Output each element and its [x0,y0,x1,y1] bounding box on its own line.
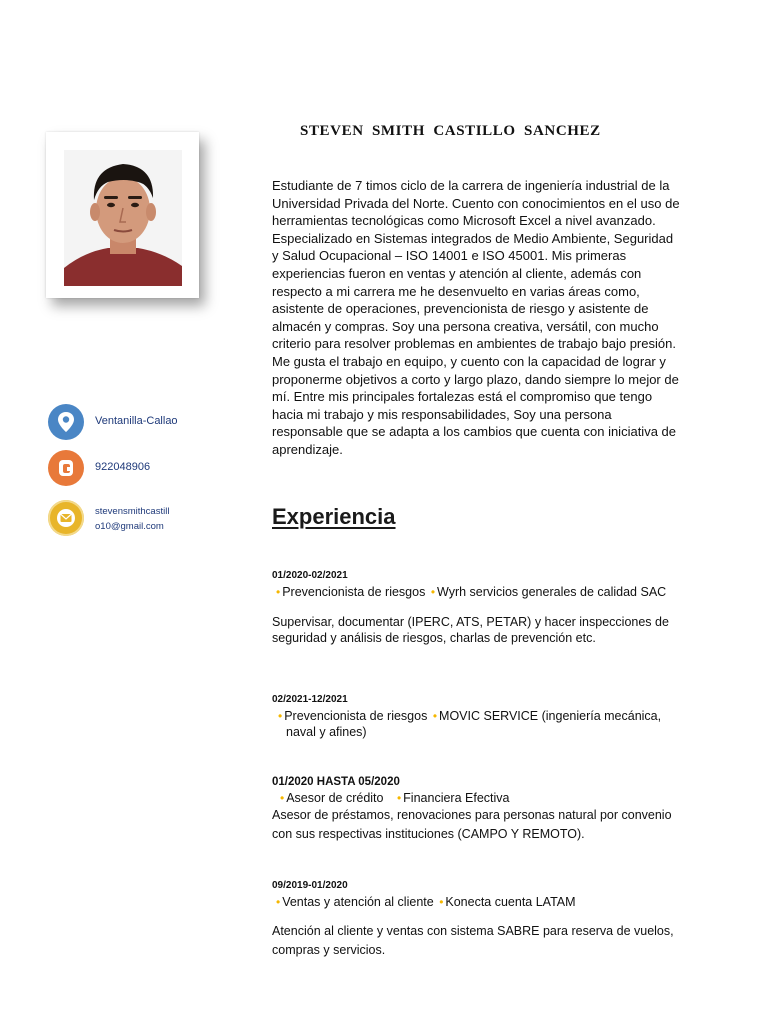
bullet-dot-icon: • [276,895,281,909]
bullet-dot-icon: • [432,709,438,723]
job-company: Financiera Efectiva [403,791,510,805]
job-entry [272,568,682,646]
location-pin-icon [48,404,84,440]
bullet-dot-icon: • [276,585,281,599]
phone-text: 922048906 [95,461,151,473]
job-role: Asesor de crédito [286,791,384,805]
job-date: 01/2020-02/2021 [272,570,348,581]
job-entry [272,878,682,960]
contact-phone [48,450,228,486]
phone-icon [48,450,84,486]
experience-heading: Experiencia [272,504,396,529]
job-role: Ventas y atención al cliente [282,895,434,909]
email-text[interactable]: stevensmithcastill o10@gmail.com [95,506,170,532]
location-text: Ventanilla-Callao [95,415,178,427]
profile-photo-frame [46,132,199,298]
job-date: 09/2019-01/2020 [272,880,348,891]
job-entry [272,774,682,844]
profile-photo [64,150,182,286]
job-role: Prevencionista de riesgos [284,709,428,723]
mail-icon [48,500,84,536]
job-description: Supervisar, documentar (IPERC, ATS, PETAR) y hacer inspecciones de seguridad y análisis de riesgos, charlas de prevención etc. [272,615,669,645]
candidate-name: STEVEN SMITH CASTILLO SANCHEZ [300,123,601,139]
job-company: Konecta cuenta LATAM [445,895,576,909]
bullet-dot-icon: • [396,791,402,805]
job-title-line [274,708,682,740]
job-company: MOVIC SERVICE (ingeniería mecánica, naval y afines) [286,709,662,739]
job-role: Prevencionista de riesgos [282,585,426,599]
job-description: Asesor de préstamos, renovaciones para personas natural por convenio con sus respectivas instituciones (CAMPO Y REMOTO). [272,808,672,841]
job-date: 01/2020 HASTA 05/2020 [272,776,400,788]
job-entry [272,692,682,740]
bullet-dot-icon: • [430,585,436,599]
profile-summary: Estudiante de 7 timos ciclo de la carrera de ingeniería industrial de la Universidad Privada del Norte. Cuento con conocimientos en el uso de herramientas tecnológicas como Microsoft Excel a nivel avanzado. Especializado en Sistemas integrados de Medio Ambiente, Seguridad y Salud Ocupacional – ISO 14001 e ISO 45001. Mis primeras experiencias fueron en ventas y atención al cliente, además con respecto a mi carrera me he desenvuelto en varias áreas como, asistente de operaciones, prevencionista de riesgo y asistente de almacén y compras. Soy una persona creativa, versátil, con mucho criterio para resolver problemas en ambientes de trabajo bajo presión. Me gusta el trabajo en equipo, y cuento con la capacidad de lograr y proponerme objetivos a corto y largo plazo, dando siempre lo mejor de mí. Entre mis principales fortalezas está el compromiso que tengo hacia mi trabajo y mis responsabilidades, Soy una persona responsable que se adapta a los cambios que cuenta con iniciativa de aprendizaje. [272,178,680,457]
job-date: 02/2021-12/2021 [272,694,348,705]
contact-email [48,500,228,536]
bullet-dot-icon: • [280,791,285,805]
job-description: Atención al cliente y ventas con sistema SABRE para reserva de vuelos, compras y servicios. [272,924,674,957]
job-title-line [274,894,682,910]
contact-location [48,404,228,440]
job-title-line [274,584,682,600]
job-title-line [278,790,682,806]
job-company: Wyrh servicios generales de calidad SAC [437,585,667,599]
bullet-dot-icon: • [439,895,444,909]
bullet-dot-icon: • [278,709,283,723]
